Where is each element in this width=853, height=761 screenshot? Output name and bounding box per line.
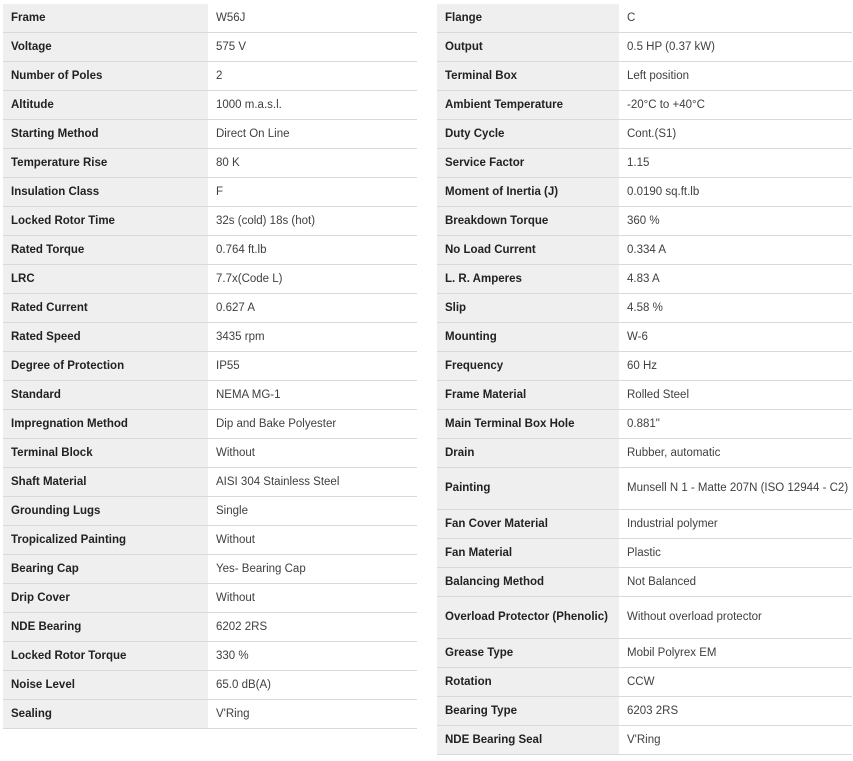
spec-row [437,178,852,207]
spec-label: Fan Cover Material [437,510,619,539]
spec-label: Fan Material [437,539,619,568]
spec-value: 0.764 ft.lb [208,236,417,265]
spec-value: Plastic [619,539,852,568]
spec-row [437,597,852,639]
spec-label: Temperature Rise [3,149,208,178]
spec-value: Direct On Line [208,120,417,149]
spec-value: CCW [619,668,852,697]
spec-label: Tropicalized Painting [3,526,208,555]
spec-row [437,539,852,568]
spec-table-right [437,4,852,755]
spec-value: AISI 304 Stainless Steel [208,468,417,497]
spec-label: Ambient Temperature [437,91,619,120]
spec-row [437,149,852,178]
spec-value: Single [208,497,417,526]
spec-value: Industrial polymer [619,510,852,539]
spec-row [3,178,417,207]
spec-label: Drain [437,439,619,468]
spec-row [3,352,417,381]
spec-label: Slip [437,294,619,323]
spec-value: 7.7x(Code L) [208,265,417,294]
spec-label: Breakdown Torque [437,207,619,236]
spec-row [437,568,852,597]
spec-row [437,726,852,755]
spec-row [3,497,417,526]
spec-label: Standard [3,381,208,410]
spec-label: Bearing Cap [3,555,208,584]
spec-value: 2 [208,62,417,91]
spec-value: Rolled Steel [619,381,852,410]
spec-value: Dip and Bake Polyester [208,410,417,439]
spec-value: Without [208,526,417,555]
spec-row [437,294,852,323]
spec-row [3,700,417,729]
spec-label: Overload Protector (Phenolic) [437,597,619,639]
spec-row [3,62,417,91]
spec-value: 60 Hz [619,352,852,381]
spec-value: F [208,178,417,207]
spec-row [3,236,417,265]
spec-label: Grease Type [437,639,619,668]
spec-value: Cont.(S1) [619,120,852,149]
spec-label: Sealing [3,700,208,729]
spec-value: Without overload protector [619,597,852,639]
spec-row [437,33,852,62]
spec-row [3,526,417,555]
spec-value: 1000 m.a.s.l. [208,91,417,120]
spec-row [437,236,852,265]
spec-label: Altitude [3,91,208,120]
spec-value: Yes- Bearing Cap [208,555,417,584]
spec-label: Bearing Type [437,697,619,726]
spec-value: Without [208,584,417,613]
spec-row [3,91,417,120]
spec-value: 330 % [208,642,417,671]
spec-label: Terminal Block [3,439,208,468]
spec-label: Shaft Material [3,468,208,497]
spec-label: Moment of Inertia (J) [437,178,619,207]
spec-label: Balancing Method [437,568,619,597]
spec-value: -20°C to +40°C [619,91,852,120]
spec-label: Mounting [437,323,619,352]
spec-row [437,120,852,149]
spec-value: 4.83 A [619,265,852,294]
spec-row [3,671,417,700]
spec-label: No Load Current [437,236,619,265]
spec-value: 0.334 A [619,236,852,265]
spec-label: Starting Method [3,120,208,149]
spec-label: Rated Speed [3,323,208,352]
spec-row [437,91,852,120]
spec-row [3,555,417,584]
spec-value: Without [208,439,417,468]
spec-label: Number of Poles [3,62,208,91]
spec-label: Frame [3,4,208,33]
spec-label: Locked Rotor Torque [3,642,208,671]
spec-value: 0.627 A [208,294,417,323]
spec-value: Left position [619,62,852,91]
spec-row [3,381,417,410]
spec-value: Mobil Polyrex EM [619,639,852,668]
spec-row [3,149,417,178]
spec-value: 0.0190 sq.ft.lb [619,178,852,207]
spec-row [3,468,417,497]
spec-row [3,410,417,439]
spec-label: Impregnation Method [3,410,208,439]
spec-row [437,265,852,294]
spec-row [437,697,852,726]
spec-row [3,207,417,236]
spec-label: Rotation [437,668,619,697]
spec-value: Munsell N 1 - Matte 207N (ISO 12944 - C2) [619,468,852,510]
spec-label: Rated Torque [3,236,208,265]
spec-value: NEMA MG-1 [208,381,417,410]
spec-label: Frame Material [437,381,619,410]
spec-row [437,439,852,468]
spec-row [3,584,417,613]
spec-label: Output [437,33,619,62]
spec-table-left [3,4,417,729]
spec-value: 80 K [208,149,417,178]
spec-row [437,510,852,539]
spec-label: NDE Bearing Seal [437,726,619,755]
spec-row [3,265,417,294]
spec-row [3,642,417,671]
spec-value: Not Balanced [619,568,852,597]
spec-label: LRC [3,265,208,294]
spec-value: 360 % [619,207,852,236]
spec-label: Duty Cycle [437,120,619,149]
spec-value: 1.15 [619,149,852,178]
spec-row [437,381,852,410]
spec-value: C [619,4,852,33]
spec-label: Voltage [3,33,208,62]
spec-value: 4.58 % [619,294,852,323]
spec-label: Frequency [437,352,619,381]
spec-row [3,323,417,352]
spec-row [437,62,852,91]
spec-value: 0.881" [619,410,852,439]
spec-label: Locked Rotor Time [3,207,208,236]
spec-label: Service Factor [437,149,619,178]
spec-label: Insulation Class [3,178,208,207]
spec-value: V'Ring [208,700,417,729]
spec-value: Rubber, automatic [619,439,852,468]
spec-label: Noise Level [3,671,208,700]
spec-label: Rated Current [3,294,208,323]
spec-label: Main Terminal Box Hole [437,410,619,439]
spec-row [437,4,852,33]
spec-row [437,207,852,236]
spec-value: 6203 2RS [619,697,852,726]
spec-value: W-6 [619,323,852,352]
spec-label: Painting [437,468,619,510]
spec-value: 0.5 HP (0.37 kW) [619,33,852,62]
spec-value: 3435 rpm [208,323,417,352]
spec-row [437,352,852,381]
spec-value: 32s (cold) 18s (hot) [208,207,417,236]
spec-row [437,410,852,439]
spec-value: V'Ring [619,726,852,755]
spec-value: 65.0 dB(A) [208,671,417,700]
spec-row [3,120,417,149]
spec-label: Degree of Protection [3,352,208,381]
spec-label: Drip Cover [3,584,208,613]
spec-row [3,33,417,62]
spec-label: NDE Bearing [3,613,208,642]
spec-row [3,294,417,323]
spec-label: L. R. Amperes [437,265,619,294]
spec-value: 575 V [208,33,417,62]
spec-value: W56J [208,4,417,33]
spec-row [437,323,852,352]
spec-value: 6202 2RS [208,613,417,642]
spec-label: Terminal Box [437,62,619,91]
spec-row [437,668,852,697]
spec-value: IP55 [208,352,417,381]
spec-label: Grounding Lugs [3,497,208,526]
spec-row [437,468,852,510]
spec-row [3,439,417,468]
spec-row [437,639,852,668]
spec-label: Flange [437,4,619,33]
spec-row [3,613,417,642]
spec-row [3,4,417,33]
